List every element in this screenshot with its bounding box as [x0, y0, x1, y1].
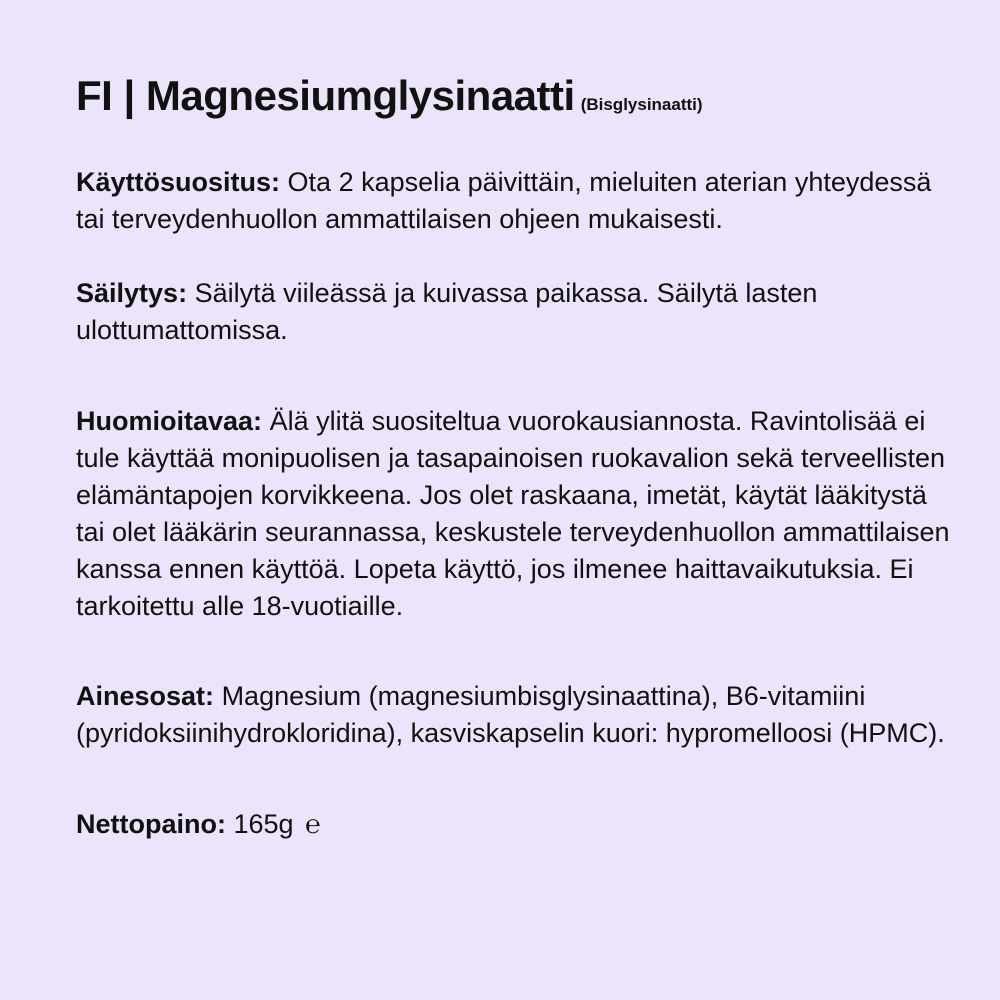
- usage-label: Käyttösuositus:: [76, 167, 281, 197]
- warning-section: [76, 403, 956, 625]
- ingredients-text: Magnesium (magnesiumbisglysinaattina), B6-vitamiini (pyridoksiinihydrokloridina), kasviskapselin kuori: hypromelloosi (HPMC).: [76, 681, 945, 748]
- net-weight-value: 165g: [233, 809, 294, 839]
- ingredients-section: [76, 678, 956, 752]
- title-text: FI | Magnesiumglysinaatti: [76, 72, 575, 119]
- storage-text: Säilytä viileässä ja kuivassa paikassa. Säilytä lasten ulottumattomissa.: [76, 278, 818, 345]
- storage-label: Säilytys:: [76, 278, 188, 308]
- estimated-sign-icon: ℮: [305, 809, 321, 839]
- title-subtitle: (Bisglysinaatti): [580, 95, 703, 114]
- storage-section: [76, 275, 956, 349]
- usage-section: [76, 164, 956, 238]
- page-title: [76, 72, 956, 129]
- warning-label: Huomioitavaa:: [76, 406, 263, 436]
- net-weight-label: Nettopaino:: [76, 809, 226, 839]
- ingredients-label: Ainesosat:: [76, 681, 215, 711]
- product-info-panel: [76, 72, 956, 843]
- usage-text: Ota 2 kapselia päivittäin, mieluiten aterian yhteydessä tai terveydenhuollon ammattilaisen ohjeen mukaisesti.: [76, 167, 932, 234]
- net-weight-section: [76, 806, 956, 843]
- warning-text: Älä ylitä suositeltua vuorokausiannosta. Ravintolisää ei tule käyttää monipuolisen ja tasapainoisen ruokavalion sekä terveellisten elämäntapojen korvikkeena. Jos olet raskaana, imetät, käytät lääkitystä tai olet lääkärin seurannassa, keskustele terveydenhuollon ammattilaisen kanssa ennen käyttöä. Lopeta käyttö, jos ilmenee haittavaikutuksia. Ei tarkoitettu alle 18-vuotiaille.: [76, 406, 950, 621]
